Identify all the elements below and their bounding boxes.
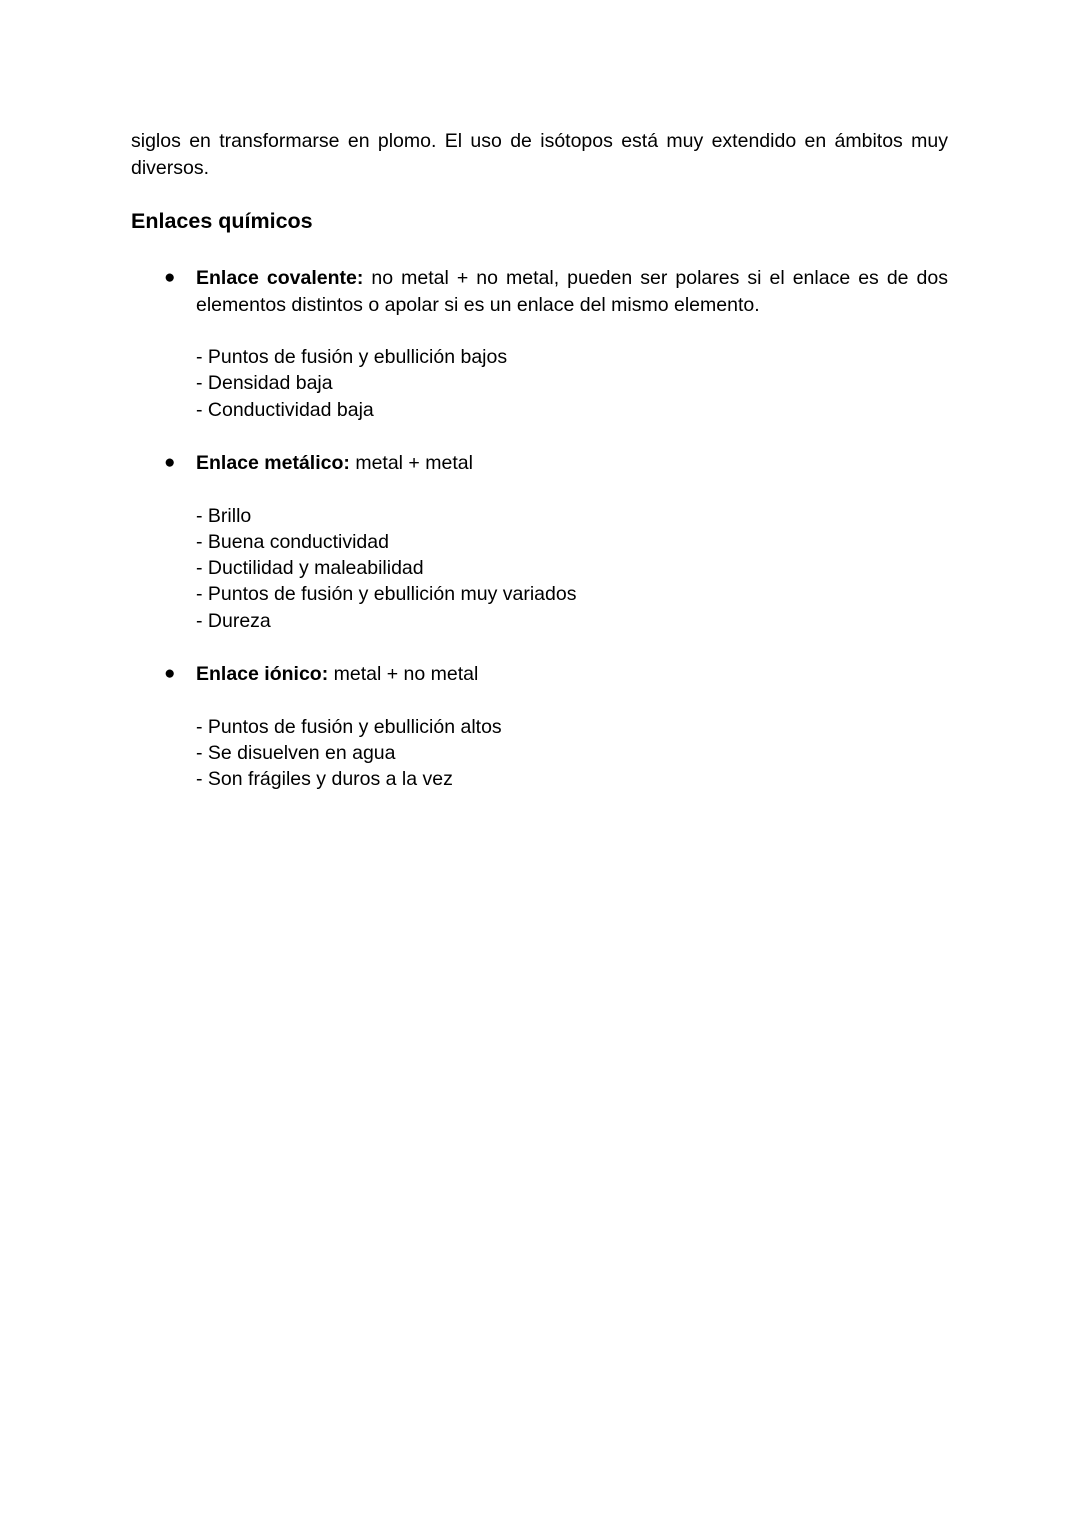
bond-name: Enlace iónico: bbox=[196, 663, 329, 685]
property-item: - Densidad baja bbox=[196, 372, 333, 395]
property-item: - Brillo bbox=[196, 504, 252, 527]
property-item: - Son frágiles y duros a la vez bbox=[196, 768, 453, 791]
bullet-icon: ● bbox=[164, 267, 176, 288]
bond-item-metallic bbox=[131, 450, 948, 634]
bond-description bbox=[196, 661, 948, 688]
bond-detail: metal + metal bbox=[349, 452, 473, 474]
bond-name: Enlace metálico: bbox=[196, 452, 350, 474]
property-list bbox=[196, 503, 948, 634]
property-item: - Buena conductividad bbox=[196, 530, 389, 553]
property-item: - Ductilidad y maleabilidad bbox=[196, 557, 424, 580]
property-item: - Se disuelven en agua bbox=[196, 741, 396, 764]
bond-item-covalent bbox=[131, 265, 948, 423]
bullet-icon: ● bbox=[164, 452, 176, 473]
property-item: - Puntos de fusión y ebullición muy variados bbox=[196, 583, 577, 606]
bond-name: Enlace covalente: bbox=[196, 267, 364, 289]
property-item: - Puntos de fusión y ebullición altos bbox=[196, 715, 502, 738]
bond-description bbox=[196, 265, 948, 318]
property-item: - Conductividad baja bbox=[196, 398, 374, 421]
bond-description bbox=[196, 450, 948, 477]
property-list bbox=[196, 714, 948, 793]
document-page bbox=[131, 128, 948, 791]
property-list bbox=[196, 344, 948, 423]
bond-detail: no metal + no metal, pueden ser polares si el enlace es de dos elementos distintos o apolar si es un enlace del mismo elemento. bbox=[196, 267, 948, 316]
bond-detail: metal + no metal bbox=[328, 663, 479, 685]
bond-item-ionic bbox=[131, 661, 948, 792]
property-item: - Puntos de fusión y ebullición bajos bbox=[196, 346, 508, 368]
bullet-icon: ● bbox=[164, 663, 176, 684]
property-item: - Dureza bbox=[196, 609, 271, 632]
intro-paragraph: siglos en transformarse en plomo. El uso de isótopos está muy extendido en ámbitos muy diversos. bbox=[131, 130, 948, 179]
section-heading: Enlaces químicos bbox=[131, 209, 313, 233]
